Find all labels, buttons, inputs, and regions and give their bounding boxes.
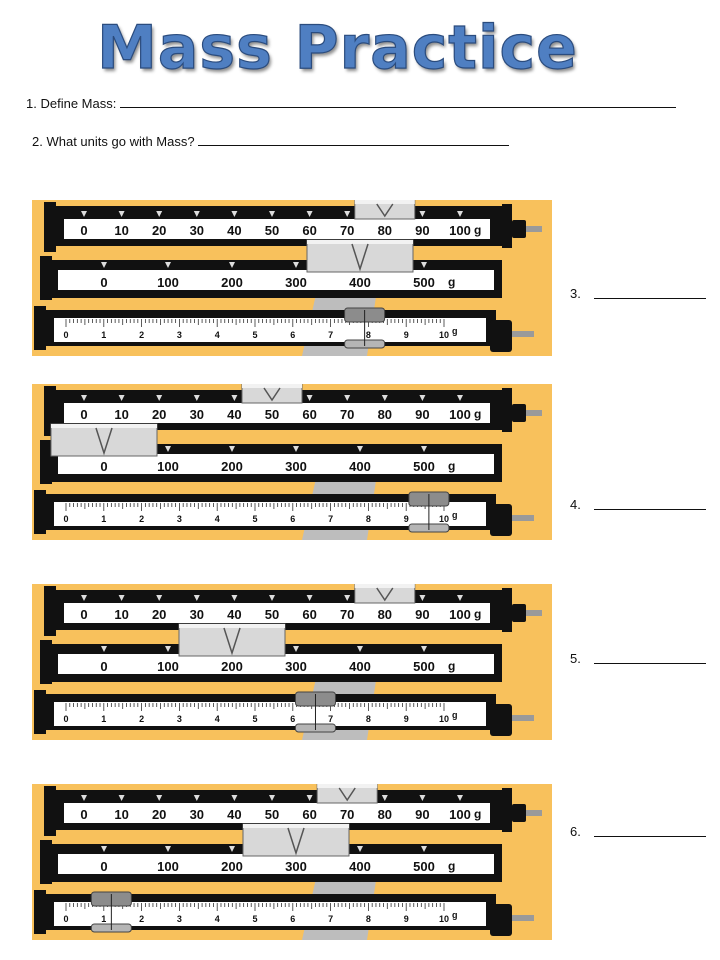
beam-3-tick-label: 4	[214, 714, 220, 724]
question-1-text: Define Mass:	[40, 96, 117, 111]
beam-2-tick-label: 0	[100, 859, 108, 874]
beam-1-tick-label: 20	[151, 223, 167, 238]
adjust-screw-icon[interactable]	[526, 610, 542, 616]
question-2-text: What units go with Mass?	[46, 134, 195, 149]
beam-3-tick-label: 10	[438, 514, 450, 524]
beam-1-tick-label: 80	[377, 607, 393, 622]
beam-3-tick-label: 7	[328, 330, 334, 340]
beam-3-tick-label: 3	[176, 330, 182, 340]
beam-2-rider[interactable]	[179, 624, 285, 656]
beam-2-tick-label: 0	[100, 275, 108, 290]
answer-3	[570, 286, 581, 301]
beam-1-tick-label: 0	[80, 223, 88, 238]
beam-3-tick-label: 6	[290, 914, 296, 924]
beam-3-tick-label: 1	[101, 514, 107, 524]
beam-1-tick-label: 40	[227, 807, 242, 822]
beam-1-tick-label: 0	[80, 607, 88, 622]
beam-1-tick-label: 0	[80, 407, 88, 422]
triple-beam-balance	[32, 784, 552, 940]
beam-2-rider[interactable]	[307, 240, 413, 272]
beam-1-tick-label: 70	[339, 807, 355, 822]
beam-3-tick-label: 5	[252, 330, 258, 340]
answer-5	[570, 651, 581, 666]
beam-1-tick-label: 70	[339, 407, 355, 422]
beam-3-tick-label: 9	[403, 914, 409, 924]
question-2	[32, 134, 509, 149]
beam-2-tick-label: 400	[349, 659, 371, 674]
beam-1-tick-label: 100	[449, 407, 471, 422]
beam-3-tick-label: 7	[328, 514, 334, 524]
beam-3-tick-label: 2	[139, 330, 145, 340]
question-2-answer-line[interactable]	[198, 134, 509, 146]
beam-2-tick-label: 300	[285, 275, 307, 290]
beam-1-tick-label: 10	[114, 807, 129, 822]
beam-2-unit: g	[448, 275, 456, 289]
beam-3-unit: g	[452, 510, 458, 520]
beam-3-tick-label: 10	[438, 330, 450, 340]
beam-1-tick-label: 30	[189, 407, 205, 422]
beam-2-tick-label: 200	[221, 275, 243, 290]
beam-1-tick-label: 60	[302, 807, 317, 822]
beam-3-tick-label: 5	[252, 914, 258, 924]
pointer-post	[502, 588, 512, 632]
answer-5-number: 5.	[570, 651, 581, 666]
beam-3-tick-label: 9	[403, 330, 409, 340]
beam-3-tick-label: 0	[63, 714, 69, 724]
adjust-screw-icon[interactable]	[526, 810, 542, 816]
pointer-post	[502, 788, 512, 832]
answer-3-line[interactable]	[594, 298, 706, 299]
beam-3-tick-label: 1	[101, 714, 107, 724]
beam-2-tick-label: 300	[285, 859, 307, 874]
beam-1-tick-label: 90	[415, 223, 430, 238]
beam-3-unit: g	[452, 326, 458, 336]
beam-3-tick-label: 2	[139, 914, 145, 924]
beam-3-tick-label: 5	[252, 714, 258, 724]
beam-1-unit: g	[474, 407, 482, 421]
adjust-screw-icon[interactable]	[512, 331, 534, 337]
beam-1-tick-label: 50	[264, 607, 280, 622]
beam-1-tick-label: 30	[189, 223, 205, 238]
beam-1-tick-label: 40	[227, 607, 242, 622]
counterweight	[490, 704, 512, 736]
answer-4-line[interactable]	[594, 509, 706, 510]
adjust-screw-icon[interactable]	[512, 715, 534, 721]
beam-1-tick-label: 10	[114, 223, 129, 238]
beam-2-tick-label: 500	[413, 275, 435, 290]
beam-1-tick-label: 70	[339, 223, 355, 238]
balance-2	[32, 384, 552, 540]
beam-3-tick-label: 0	[63, 514, 69, 524]
beam-3-tick-label: 3	[176, 514, 182, 524]
beam-1-tick-label: 50	[264, 807, 280, 822]
beam-1-tick-label: 60	[302, 223, 317, 238]
beam-1-tick-label: 10	[114, 407, 129, 422]
adjust-screw-icon[interactable]	[512, 515, 534, 521]
beam-1	[44, 584, 542, 636]
answer-4	[570, 497, 581, 512]
answer-3-number: 3.	[570, 286, 581, 301]
beam-3-unit: g	[452, 710, 458, 720]
beam-1-tick-label: 100	[449, 223, 471, 238]
beam-3-tick-label: 7	[328, 914, 334, 924]
beam-3-tick-label: 9	[403, 714, 409, 724]
beam-3-tick-label: 4	[214, 514, 220, 524]
beam-1-tick-label: 80	[377, 407, 393, 422]
beam-3	[34, 890, 534, 936]
beam-3-tick-label: 0	[63, 914, 69, 924]
pointer-post	[502, 204, 512, 248]
beam-3-tick-label: 1	[101, 914, 107, 924]
question-1-answer-line[interactable]	[120, 96, 676, 108]
beam-1-tick-label: 80	[377, 807, 393, 822]
beam-3-tick-label: 8	[365, 330, 371, 340]
beam-3-tick-label: 2	[139, 514, 145, 524]
page-title: Mass Practice	[97, 13, 578, 83]
beam-3-tick-label: 8	[365, 714, 371, 724]
beam-1-tick-label: 10	[114, 607, 129, 622]
beam-2-tick-label: 300	[285, 659, 307, 674]
beam-2-tick-label: 200	[221, 859, 243, 874]
counterweight	[490, 320, 512, 352]
beam-2-tick-label: 400	[349, 459, 371, 474]
answer-6-line[interactable]	[594, 836, 706, 837]
beam-1-tick-label: 0	[80, 807, 88, 822]
answer-6-number: 6.	[570, 824, 581, 839]
beam-3-tick-label: 1	[101, 330, 107, 340]
beam-2-tick-label: 300	[285, 459, 307, 474]
counterweight	[512, 604, 526, 622]
beam-1-tick-label: 80	[377, 223, 393, 238]
beam-2-tick-label: 100	[157, 859, 179, 874]
beam-3-tick-label: 6	[290, 714, 296, 724]
beam-3-tick-label: 3	[176, 714, 182, 724]
beam-2-tick-label: 500	[413, 659, 435, 674]
beam-2-tick-label: 200	[221, 459, 243, 474]
beam-2-tick-label: 100	[157, 659, 179, 674]
beam-3-tick-label: 5	[252, 514, 258, 524]
answer-4-number: 4.	[570, 497, 581, 512]
beam-3-tick-label: 4	[214, 914, 220, 924]
beam-1-unit: g	[474, 607, 482, 621]
balance-4	[32, 784, 552, 940]
beam-2-unit: g	[448, 859, 456, 873]
beam-2-unit: g	[448, 659, 456, 673]
beam-1-tick-label: 50	[264, 223, 280, 238]
beam-1-tick-label: 40	[227, 223, 242, 238]
beam-3	[34, 490, 534, 536]
beam-3-tick-label: 6	[290, 514, 296, 524]
beam-3-tick-label: 8	[365, 914, 371, 924]
beam-1-tick-label: 20	[151, 407, 167, 422]
beam-1-rider[interactable]	[317, 784, 377, 803]
beam-1-tick-label: 40	[227, 407, 242, 422]
adjust-screw-icon[interactable]	[526, 226, 542, 232]
beam-1-rider[interactable]	[355, 200, 415, 219]
beam-1-tick-label: 90	[415, 607, 430, 622]
beam-3-tick-label: 2	[139, 714, 145, 724]
question-1	[26, 96, 676, 111]
beam-2-rider[interactable]	[243, 824, 349, 856]
counterweight	[490, 904, 512, 936]
beam-3-tick-label: 8	[365, 514, 371, 524]
beam-3-tick-label: 7	[328, 714, 334, 724]
beam-2-tick-label: 400	[349, 859, 371, 874]
beam-1-tick-label: 70	[339, 607, 355, 622]
beam-2-tick-label: 500	[413, 859, 435, 874]
beam-3-tick-label: 10	[438, 914, 450, 924]
beam-2-rider[interactable]	[51, 424, 157, 456]
beam-1-tick-label: 90	[415, 407, 430, 422]
beam-1-tick-label: 20	[151, 607, 167, 622]
beam-2-tick-label: 400	[349, 275, 371, 290]
question-2-number: 2.	[32, 134, 43, 149]
beam-2-tick-label: 200	[221, 659, 243, 674]
beam-1-tick-label: 100	[449, 807, 471, 822]
beam-2-tick-label: 500	[413, 459, 435, 474]
beam-1-tick-label: 30	[189, 807, 205, 822]
balance-3	[32, 584, 552, 740]
beam-3-tick-label: 0	[63, 330, 69, 340]
beam-1-unit: g	[474, 223, 482, 237]
answer-6	[570, 824, 581, 839]
beam-1	[44, 200, 542, 252]
question-1-number: 1.	[26, 96, 37, 111]
beam-2-tick-label: 100	[157, 459, 179, 474]
counterweight	[490, 504, 512, 536]
beam-3-tick-label: 9	[403, 514, 409, 524]
counterweight	[512, 804, 526, 822]
beam-2-tick-label: 0	[100, 459, 108, 474]
triple-beam-balance	[32, 384, 552, 540]
beam-1-tick-label: 60	[302, 407, 317, 422]
beam-3-tick-label: 4	[214, 330, 220, 340]
answer-5-line[interactable]	[594, 663, 706, 664]
beam-3-tick-label: 3	[176, 914, 182, 924]
beam-2-tick-label: 100	[157, 275, 179, 290]
triple-beam-balance	[32, 584, 552, 740]
beam-1-rider[interactable]	[355, 584, 415, 603]
beam-3-tick-label: 6	[290, 330, 296, 340]
beam-1-unit: g	[474, 807, 482, 821]
beam-1-tick-label: 20	[151, 807, 167, 822]
beam-1-tick-label: 90	[415, 807, 430, 822]
beam-2-tick-label: 0	[100, 659, 108, 674]
beam-3	[34, 690, 534, 736]
counterweight	[512, 404, 526, 422]
beam-3	[34, 306, 534, 352]
adjust-screw-icon[interactable]	[526, 410, 542, 416]
beam-3-unit: g	[452, 910, 458, 920]
triple-beam-balance	[32, 200, 552, 356]
beam-2-unit: g	[448, 459, 456, 473]
balance-1	[32, 200, 552, 356]
beam-1-tick-label: 100	[449, 607, 471, 622]
beam-1-tick-label: 60	[302, 607, 317, 622]
beam-1-tick-label: 50	[264, 407, 280, 422]
beam-3-tick-label: 10	[438, 714, 450, 724]
beam-1-rider[interactable]	[242, 384, 302, 403]
counterweight	[512, 220, 526, 238]
beam-1-tick-label: 30	[189, 607, 205, 622]
adjust-screw-icon[interactable]	[512, 915, 534, 921]
pointer-post	[502, 388, 512, 432]
